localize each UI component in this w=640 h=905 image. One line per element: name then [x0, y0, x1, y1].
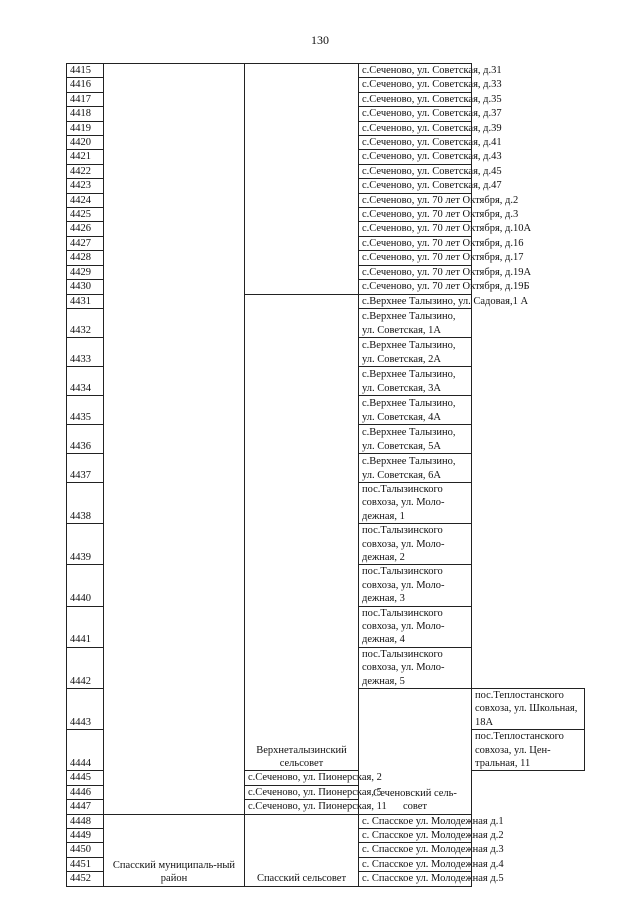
address-cell: с.Сеченово, ул. Советская, д.31 — [359, 64, 472, 78]
address-cell: с.Сеченово, ул. Пионерская, 2 — [245, 771, 359, 785]
row-number: 4436 — [67, 424, 104, 453]
row-number: 4448 — [67, 814, 104, 828]
row-number: 4426 — [67, 222, 104, 236]
row-number: 4429 — [67, 265, 104, 279]
row-number: 4443 — [67, 689, 104, 730]
address-cell: с. Спасское ул. Молодежная д.4 — [359, 857, 472, 871]
settlement-cell: Верхнеталызинский сельсовет — [245, 294, 359, 771]
address-cell: с.Верхнее Талызино, ул. Советская, 3А — [359, 366, 472, 395]
row-number: 4449 — [67, 829, 104, 843]
address-cell: пос.Теплостанского совхоза, ул. Цен-тральная, 11 — [472, 730, 585, 771]
row-number: 4421 — [67, 150, 104, 164]
row-number: 4437 — [67, 453, 104, 482]
settlement-cell: Сеченовский сель-совет — [359, 689, 472, 815]
address-cell: с.Сеченово, ул. 70 лет Октября, д.3 — [359, 208, 472, 222]
address-cell: с.Верхнее Талызино, ул. Советская, 2А — [359, 337, 472, 366]
settlement-cell — [245, 64, 359, 295]
address-cell: с.Сеченово, ул. 70 лет Октября, д.16 — [359, 236, 472, 250]
address-cell: с.Сеченово, ул. Советская, д.37 — [359, 107, 472, 121]
address-cell: с.Верхнее Талызино, ул. Советская, 1А — [359, 308, 472, 337]
registry-table — [66, 63, 585, 887]
settlement-cell: Спасский сельсовет — [245, 814, 359, 886]
municipality-cell: Спасский муниципаль-ный район — [104, 814, 245, 886]
municipality-cell — [104, 64, 245, 815]
address-cell: с.Сеченово, ул. Советская, д.43 — [359, 150, 472, 164]
address-cell: с. Спасское ул. Молодежная д.5 — [359, 872, 472, 886]
row-number: 4431 — [67, 294, 104, 308]
row-number: 4425 — [67, 208, 104, 222]
row-number: 4419 — [67, 121, 104, 135]
row-number: 4451 — [67, 857, 104, 871]
address-cell: с. Спасское ул. Молодежная д.2 — [359, 829, 472, 843]
address-cell: с.Верхнее Талызино, ул. Садовая,1 А — [359, 294, 472, 308]
row-number: 4442 — [67, 647, 104, 688]
row-number: 4427 — [67, 236, 104, 250]
row-number: 4433 — [67, 337, 104, 366]
row-number: 4423 — [67, 179, 104, 193]
row-number: 4450 — [67, 843, 104, 857]
row-number: 4452 — [67, 872, 104, 886]
row-number: 4415 — [67, 64, 104, 78]
address-cell: с.Сеченово, ул. 70 лет Октября, д.19А — [359, 265, 472, 279]
table-row — [67, 64, 585, 78]
address-cell: пос.Талызинского совхоза, ул. Моло-дежная, 4 — [359, 606, 472, 647]
row-number: 4418 — [67, 107, 104, 121]
address-cell: с.Сеченово, ул. Советская, д.39 — [359, 121, 472, 135]
address-cell: с.Сеченово, ул. Советская, д.45 — [359, 164, 472, 178]
address-cell: с.Сеченово, ул. 70 лет Октября, д.10А — [359, 222, 472, 236]
row-number: 4445 — [67, 771, 104, 785]
address-cell: с.Верхнее Талызино, ул. Советская, 6А — [359, 453, 472, 482]
row-number: 4417 — [67, 92, 104, 106]
row-number: 4438 — [67, 482, 104, 523]
table-row — [67, 814, 585, 828]
row-number: 4439 — [67, 524, 104, 565]
address-cell: с.Сеченово, ул. Советская, д.33 — [359, 78, 472, 92]
address-cell: с.Сеченово, ул. Советская, д.47 — [359, 179, 472, 193]
row-number: 4430 — [67, 280, 104, 294]
address-cell: пос.Талызинского совхоза, ул. Моло-дежная, 3 — [359, 565, 472, 606]
row-number: 4441 — [67, 606, 104, 647]
row-number: 4432 — [67, 308, 104, 337]
address-cell: пос.Теплостанского совхоза, ул. Школьная, 18А — [472, 689, 585, 730]
address-cell: с.Сеченово, ул. 70 лет Октября, д.2 — [359, 193, 472, 207]
registry-body — [67, 64, 585, 887]
row-number: 4447 — [67, 800, 104, 814]
address-cell: с.Сеченово, ул. Пионерская, 11 — [245, 800, 359, 814]
address-cell: пос.Талызинского совхоза, ул. Моло-дежная, 5 — [359, 647, 472, 688]
address-cell: пос.Талызинского совхоза, ул. Моло-дежная, 1 — [359, 482, 472, 523]
address-cell: с. Спасское ул. Молодежная д.1 — [359, 814, 472, 828]
address-cell: с.Верхнее Талызино, ул. Советская, 4А — [359, 395, 472, 424]
address-cell: с.Сеченово, ул. Пионерская, 5 — [245, 785, 359, 799]
address-cell: с.Сеченово, ул. 70 лет Октября, д.19Б — [359, 280, 472, 294]
address-cell: с.Верхнее Талызино, ул. Советская, 5А — [359, 424, 472, 453]
row-number: 4422 — [67, 164, 104, 178]
row-number: 4416 — [67, 78, 104, 92]
row-number: 4435 — [67, 395, 104, 424]
page-number: 130 — [311, 33, 329, 47]
row-number: 4428 — [67, 251, 104, 265]
row-number: 4420 — [67, 136, 104, 150]
row-number: 4424 — [67, 193, 104, 207]
row-number: 4444 — [67, 730, 104, 771]
address-cell: с.Сеченово, ул. Советская, д.35 — [359, 92, 472, 106]
address-cell: с.Сеченово, ул. 70 лет Октября, д.17 — [359, 251, 472, 265]
address-cell: с.Сеченово, ул. Советская, д.41 — [359, 136, 472, 150]
row-number: 4434 — [67, 366, 104, 395]
row-number: 4446 — [67, 785, 104, 799]
address-cell: пос.Талызинского совхоза, ул. Моло-дежная, 2 — [359, 524, 472, 565]
row-number: 4440 — [67, 565, 104, 606]
address-cell: с. Спасское ул. Молодежная д.3 — [359, 843, 472, 857]
